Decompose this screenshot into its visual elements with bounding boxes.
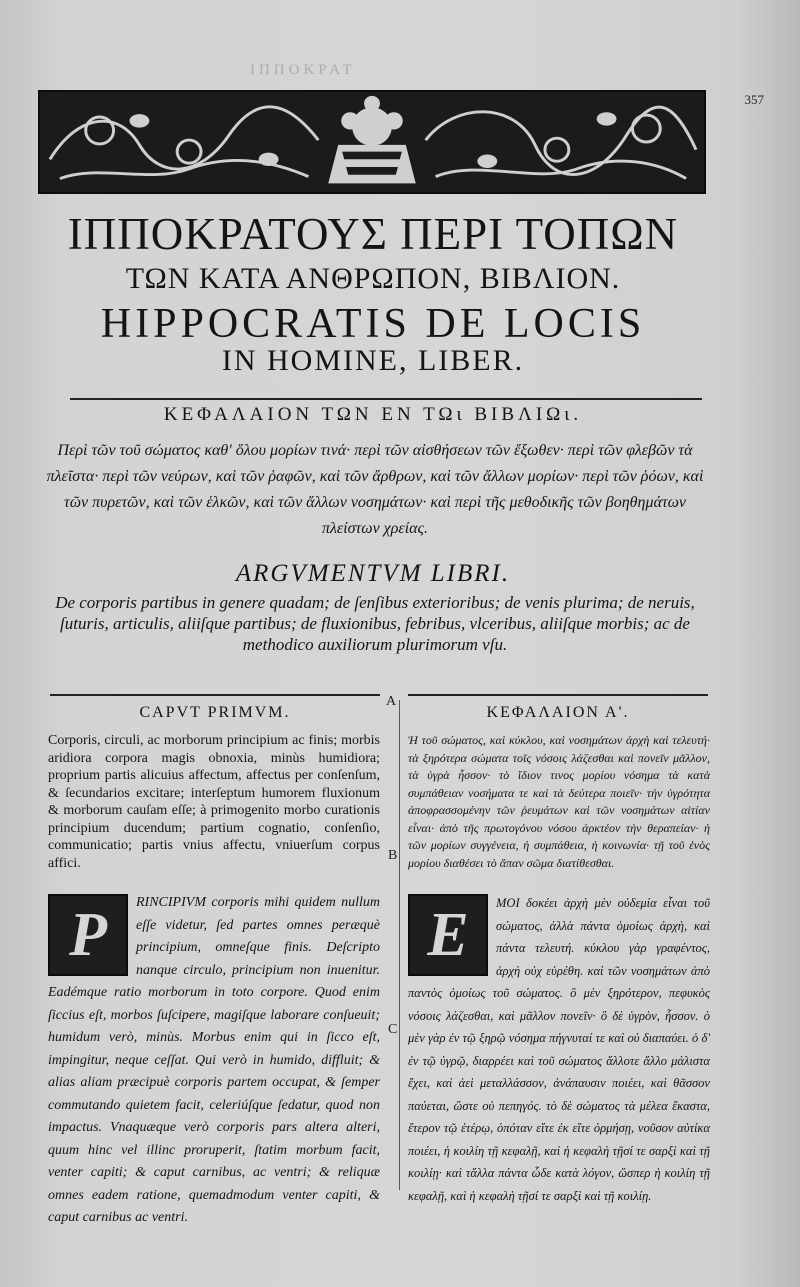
title-rule <box>70 398 702 400</box>
running-head-bleed: ΙΠΠΟΚΡΑΤ <box>250 62 356 78</box>
headpiece-ornament-icon <box>40 92 704 192</box>
contents-text: Περὶ τῶν τοῦ σώματος καθ' ὅλου μορίων τινά· περὶ τῶν αἰσθήσεων τῶν ἔξωθεν· περὶ τῶν φλεβῶν τὰ πλεῖστα· περὶ τῶν νεύρων, καὶ τῶν ῥαφῶν, καὶ τῶν ἄρθρων, καὶ τῶν ἄλλων μορίων· περὶ τῶν ῥόων, καὶ τῶν πυρετῶν, καὶ τῶν ἑλκῶν, καὶ τῶν ἄλλων νοσημάτων· καὶ περὶ τῆς μεθοδικῆς τῶν βοηθημάτων πλείστων χρείας. <box>46 442 704 537</box>
subtitle-greek: ΤΩΝ ΚΑΤΑ ΑΝΘΡΩΠΟΝ, ΒΙΒΛΙΟΝ. <box>125 262 621 295</box>
column-rule-right <box>408 694 708 696</box>
ornamental-headpiece <box>38 90 706 194</box>
column-divider <box>399 700 400 1190</box>
column-rule-left <box>50 694 380 696</box>
decorated-initial-p: P <box>48 894 128 976</box>
title-latin: HIPPOCRATIS DE LOCIS <box>100 301 646 347</box>
page-number: 357 <box>744 92 764 107</box>
argument-text: De corporis partibus in genere quadam; de ſenſibus exterioribus; de venis plurima; de neruis, ſuturis, articulis, aliiſque partibus; de fluxionibus, febribus, vlceribus, aliiſque morbis; ac de methodico auxiliorum plurimorum vſu. <box>55 593 695 654</box>
subtitle-latin: IN HOMINE, LIBER. <box>221 344 525 377</box>
argument-heading: ARGVMENTVM LIBRI. <box>235 560 511 587</box>
left-column-body <box>48 892 380 1230</box>
right-column-summary: Ἡ τοῦ σώματος, καὶ κύκλου, καὶ νοσημάτων ἀρχὴ καὶ τελευτή· τὰ ξηρότερα σώματα τοῖς νόσοις λάζεσθαι καὶ πονεῖν μᾶλλον, τὰ ὑγρὰ ἧσσον· τὸ ἴδιον τινος μορίου νόσημα τὰ κατὰ συμπάθειαν νοσήματα τε καὶ τὰ δεύτερα ποιεῖν· τὴν ὑγρότητα ἀποφρασσομένην τῶν ῥευμάτων καὶ τῶν νοσημάτων αἰτίαν εἶναι· ἀπὸ τῆς πρωτογόνου νόσου ἀρκτέον τὴν θεραπείαν· ἡ τῶν μορίων συγγένεια, ἡ συμπάθεια, ἡ κοινωνία· τῇ τοῦ ἑνὸς μορίου διαθέσει τὸ ἅπαν σῶμα διατίθεσθαι. <box>408 733 710 870</box>
title-greek: ΙΠΠΟΚΡΑΤΟΥΣ ΠΕΡΙ ΤΟΠΩΝ <box>67 209 679 259</box>
right-column-body-text: ΜΟΙ δοκέει ἀρχὴ μὲν οὐδεμία εἶναι τοῦ σώματος, ἀλλὰ πάντα ὁμοίως ἀρχὴ, καὶ πάντα τελευτή. κύκλου γὰρ γραφέντος, ἀρχὴ οὐχ εὑρέθη. καὶ τῶν νοσημάτων ἀπὸ παντὸς ὁμοίως τοῦ σώματος. ὃ μὲν ξηρότερον, πεφυκὸς νόσοις λάζεσθαι, καὶ μᾶλλον πονεῖν· ὃ δὲ ὑγρὸν, ἧσσον. ὁ μὲν γὰρ ἐν τῷ ξηρῷ νόσημα πήγνυταί τε καὶ οὐ διαπαύει. ὁ δ' ἐν τῷ ὑγρῷ, διαρρέει καὶ τοῦ σώματος ἄλλοτε ἄλλο μάλιστα ἔχει, καὶ ἀεὶ μεταλλάσσον, ἀνάπαυσιν ποιέει, καὶ θᾶσσον παύεται, ὥστε οὐ πεπηγός. τὸ δὲ σώματος τὰ μέλεα ἕκαστα, ἕτερον τῷ ἑτέρῳ, ὁπόταν εἴτε ἐκ εἴτε ὁρμήσῃ, νοῦσον αὐτίκα ποιέει, ἡ κοιλίη τῇ κεφαλῇ, καὶ ἡ κεφαλὴ τῇσί τε σαρξὶ καὶ τῇ κοιλίῃ· καὶ τἄλλα πάντα ὧδε κατὰ λόγον, ὥσπερ ἡ κοιλίη τῇ κεφαλῇ, καὶ ἡ κεφαλὴ τῇσί τε σαρξὶ καὶ τῇ κοιλίῃ. <box>408 896 710 1203</box>
left-column-summary: Corporis, circuli, ac morborum principium ac finis; morbis aridiora corpora magis obnoxia, minùs humidiora; proprium partis alicuius affectum, affectus per conſenſum, & ſecundarios excitare; interſeptum humorem fluxionum & morborum cauſam eſſe; à primogenito morbo curationis principium ducendum; partium cognatio, conſenſio, communicatio; partis vnius affectu, vniuerſum corpus affici. <box>48 733 380 871</box>
margin-marker-c: C <box>388 1022 398 1037</box>
left-column-body-text: RINCIPIVM corporis mihi quidem nullum eſſe videtur, ſed partes omnes peræquè principium, omneſque finis. Deſcripto nanque circulo, principium non inuenitur. Eadémque ratio morborum in toto corpore. Quod enim ſiccius eſt, morbos ſuſcipere, magiſque laborare conſueuit; humidum verò, minùs. Morbus enim qui in ſicco eſt, impingitur, neque ceſſat. Qui verò in humido, diffluit; & alias aliam præcipuè corporis partem occupat, & ſemper commutando quietem facit, celeriúſque ſedatur, quod non impactus. Vnaquæque verò corporis pars altera alteri, quum hinc vel illinc proruperit, ſtatim morbum facit, venter capiti; & caput carnibus, ac ventri; & reliquæ omnes eadem ratione, quemadmodum venter capiti, & caput carnibus ac ventri. <box>48 895 380 1225</box>
margin-marker-a: A <box>386 694 397 709</box>
margin-marker-b: B <box>388 848 398 863</box>
left-column-heading: CAPVT PRIMVM. <box>139 704 291 721</box>
right-column-heading: ΚΕΦΑΛΑΙΟΝ Α'. <box>486 704 630 721</box>
right-column-body <box>408 892 710 1207</box>
decorated-initial-e: Ε <box>408 894 488 976</box>
contents-heading: ΚΕΦΑΛΑΙΟΝ ΤΩΝ ΕΝ ΤΩι ΒΙΒΛΙΩι. <box>163 404 583 425</box>
